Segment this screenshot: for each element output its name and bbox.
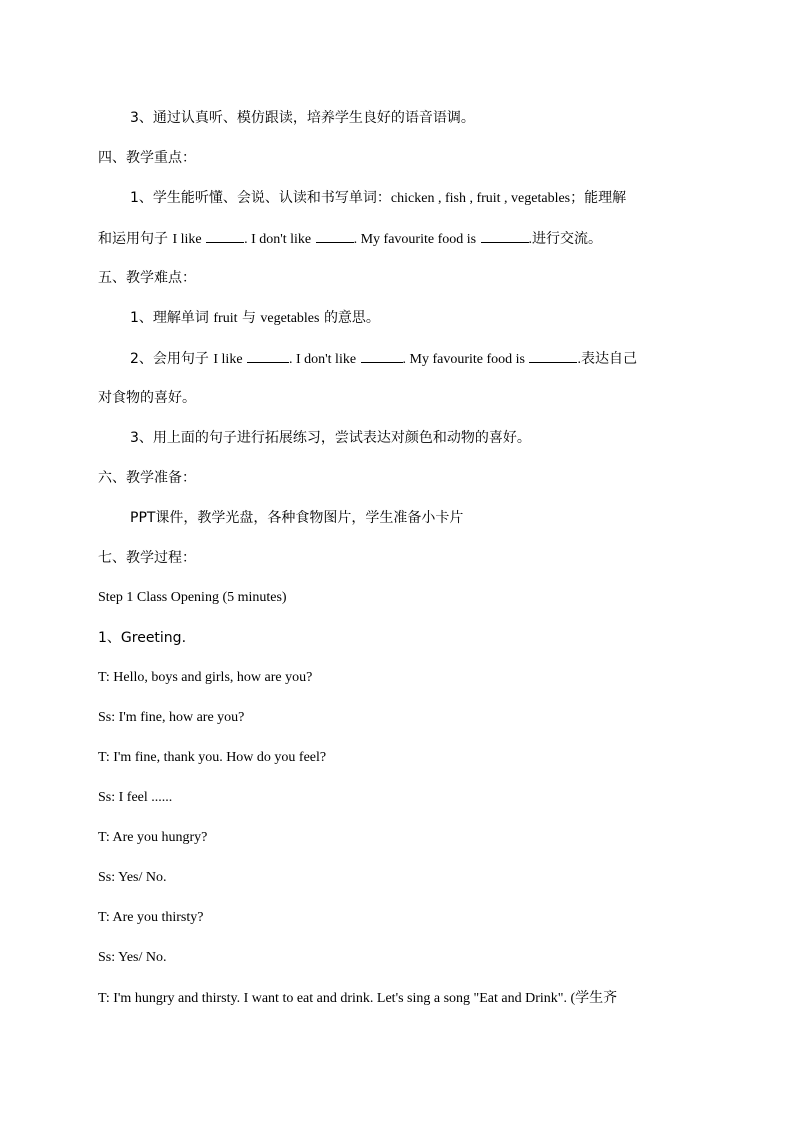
key-point-text-end: ；能理解 <box>570 190 627 206</box>
difficulty-text: 与 <box>241 310 256 326</box>
fill-blank <box>316 228 354 243</box>
dialogue-line: Ss: I'm fine, how are you? <box>98 710 245 725</box>
dialogue-note: 学生齐 <box>575 990 618 1006</box>
dialogue-line <box>98 988 698 1009</box>
difficulty-text: 的意思。 <box>323 310 380 326</box>
section-heading-preparation: 六、教学准备： <box>98 470 196 486</box>
dialogue-line: Ss: I feel ...... <box>98 790 173 805</box>
dialogue-line: T: Are you hungry? <box>98 830 208 845</box>
difficulty-2-line-2: 对食物的喜好。 <box>98 390 196 406</box>
sentence-i-dont-like: . I don't like <box>288 352 357 367</box>
fill-blank <box>361 348 403 363</box>
fill-blank <box>247 348 289 363</box>
sentence-period: . <box>528 232 533 247</box>
fill-blank <box>529 348 577 363</box>
difficulty-text: 表达自己 <box>580 351 637 367</box>
key-point-words: chicken , fish , fruit , vegetables <box>390 191 571 206</box>
sentence-i-dont-like: . I don't like <box>244 232 312 247</box>
sentence-favourite-food: . My favourite food is <box>353 232 477 247</box>
objective-3: 3、通过认真听、模仿跟读，培养学生良好的语音语调。 <box>130 110 475 126</box>
difficulty-2-line-1 <box>130 348 730 370</box>
dialogue-line: T: Are you thirsty? <box>98 910 204 925</box>
key-point-text: 1、学生能听懂、会说、认读和书写单词： <box>130 190 391 206</box>
word-fruit: fruit <box>213 311 238 326</box>
difficulty-1 <box>130 308 730 329</box>
dialogue-line: T: Hello, boys and girls, how are you? <box>98 670 313 685</box>
fill-blank <box>481 228 529 243</box>
difficulty-3: 3、用上面的句子进行拓展练习，尝试表达对颜色和动物的喜好。 <box>130 430 531 446</box>
difficulty-text: 2、会用句子 <box>130 351 209 367</box>
greeting-text: 1、Greeting. <box>98 630 187 646</box>
sentence-period: . <box>577 352 581 367</box>
section-heading-difficulties: 五、教学难点： <box>98 270 196 286</box>
preparation-items: PPT课件，教学光盘，各种食物图片，学生准备小卡片 <box>130 510 464 526</box>
dialogue-line: Ss: Yes/ No. <box>98 870 167 885</box>
greeting-heading <box>98 628 698 648</box>
step-1-heading: Step 1 Class Opening (5 minutes) <box>98 590 287 605</box>
word-vegetables: vegetables <box>260 311 320 326</box>
difficulty-text: 1、理解单词 <box>130 310 209 326</box>
fill-blank <box>206 228 244 243</box>
dialogue-line: Ss: Yes/ No. <box>98 950 167 965</box>
dialogue-text: T: I'm hungry and thirsty. I want to eat and drink. Let's sing a song "Eat and Drink". ( <box>98 991 576 1006</box>
key-point-text-end: 进行交流。 <box>532 231 603 247</box>
key-point-text: 和运用句子 <box>98 231 168 247</box>
sentence-i-like: I like <box>213 352 243 367</box>
sentence-i-like: I like <box>172 232 202 247</box>
sentence-favourite-food: . My favourite food is <box>402 352 525 367</box>
section-heading-key-points: 四、教学重点： <box>98 150 196 166</box>
key-point-1-line-2 <box>98 228 698 250</box>
dialogue-line: T: I'm fine, thank you. How do you feel? <box>98 750 327 765</box>
key-point-1-line-1 <box>130 188 730 209</box>
section-heading-process: 七、教学过程： <box>98 550 196 566</box>
